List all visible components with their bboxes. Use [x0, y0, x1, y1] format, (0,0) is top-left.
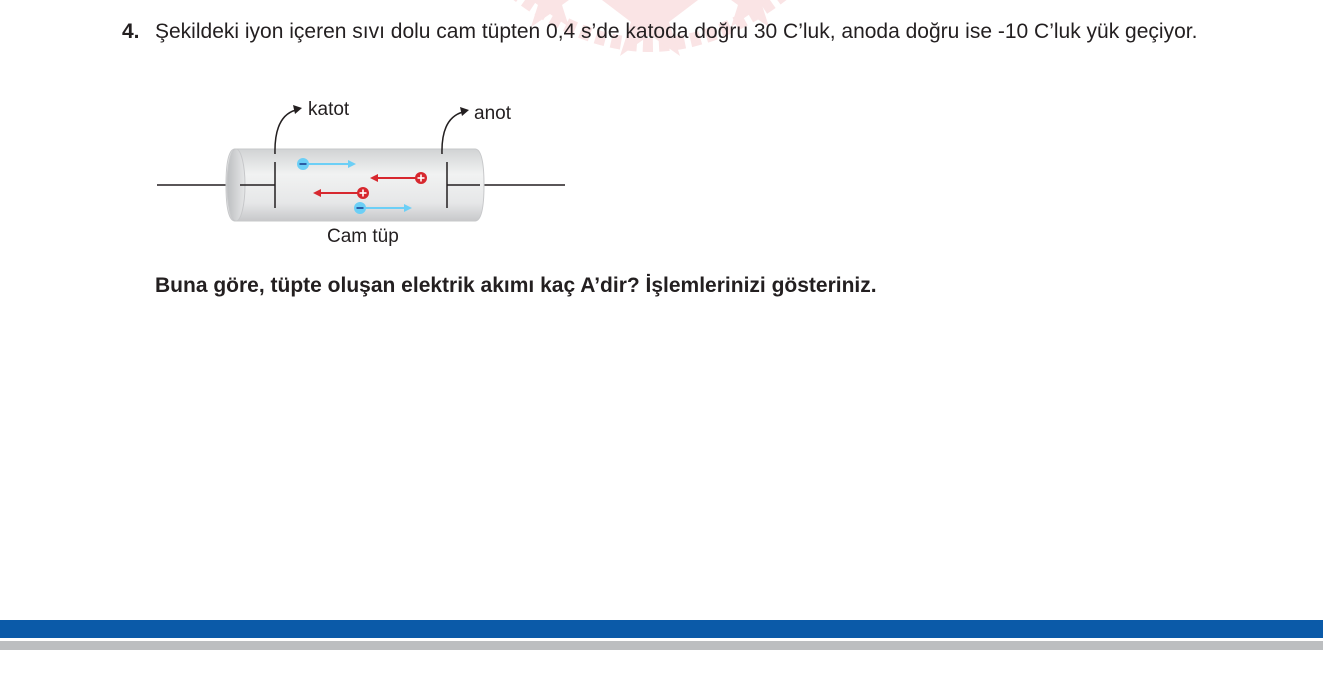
question-number: 4.: [122, 20, 140, 43]
cathode-leader-arrowhead: [293, 105, 302, 114]
tube-diagram: [150, 92, 580, 252]
question-text: Şekildeki iyon içeren sıvı dolu cam tüpten 0,4 s’de katoda doğru 30 C’luk, anoda doğru ise -10 C’luk yük geçiyor.: [155, 20, 1198, 43]
anode-leader-arrowhead: [460, 107, 469, 116]
cathode-label: katot: [308, 99, 350, 120]
electrolysis-tube-figure: [150, 92, 580, 252]
anode-label: anot: [474, 103, 511, 124]
anode-leader: [442, 112, 463, 154]
cathode-leader: [275, 110, 296, 154]
footer-secondary-bar: [0, 641, 1323, 650]
tube-label: Cam tüp: [327, 226, 399, 247]
question-prompt: Buna göre, tüpte oluşan elektrik akımı kaç A’dir? İşlemlerinizi gösteriniz.: [155, 274, 877, 297]
footer-primary-bar: [0, 620, 1323, 638]
